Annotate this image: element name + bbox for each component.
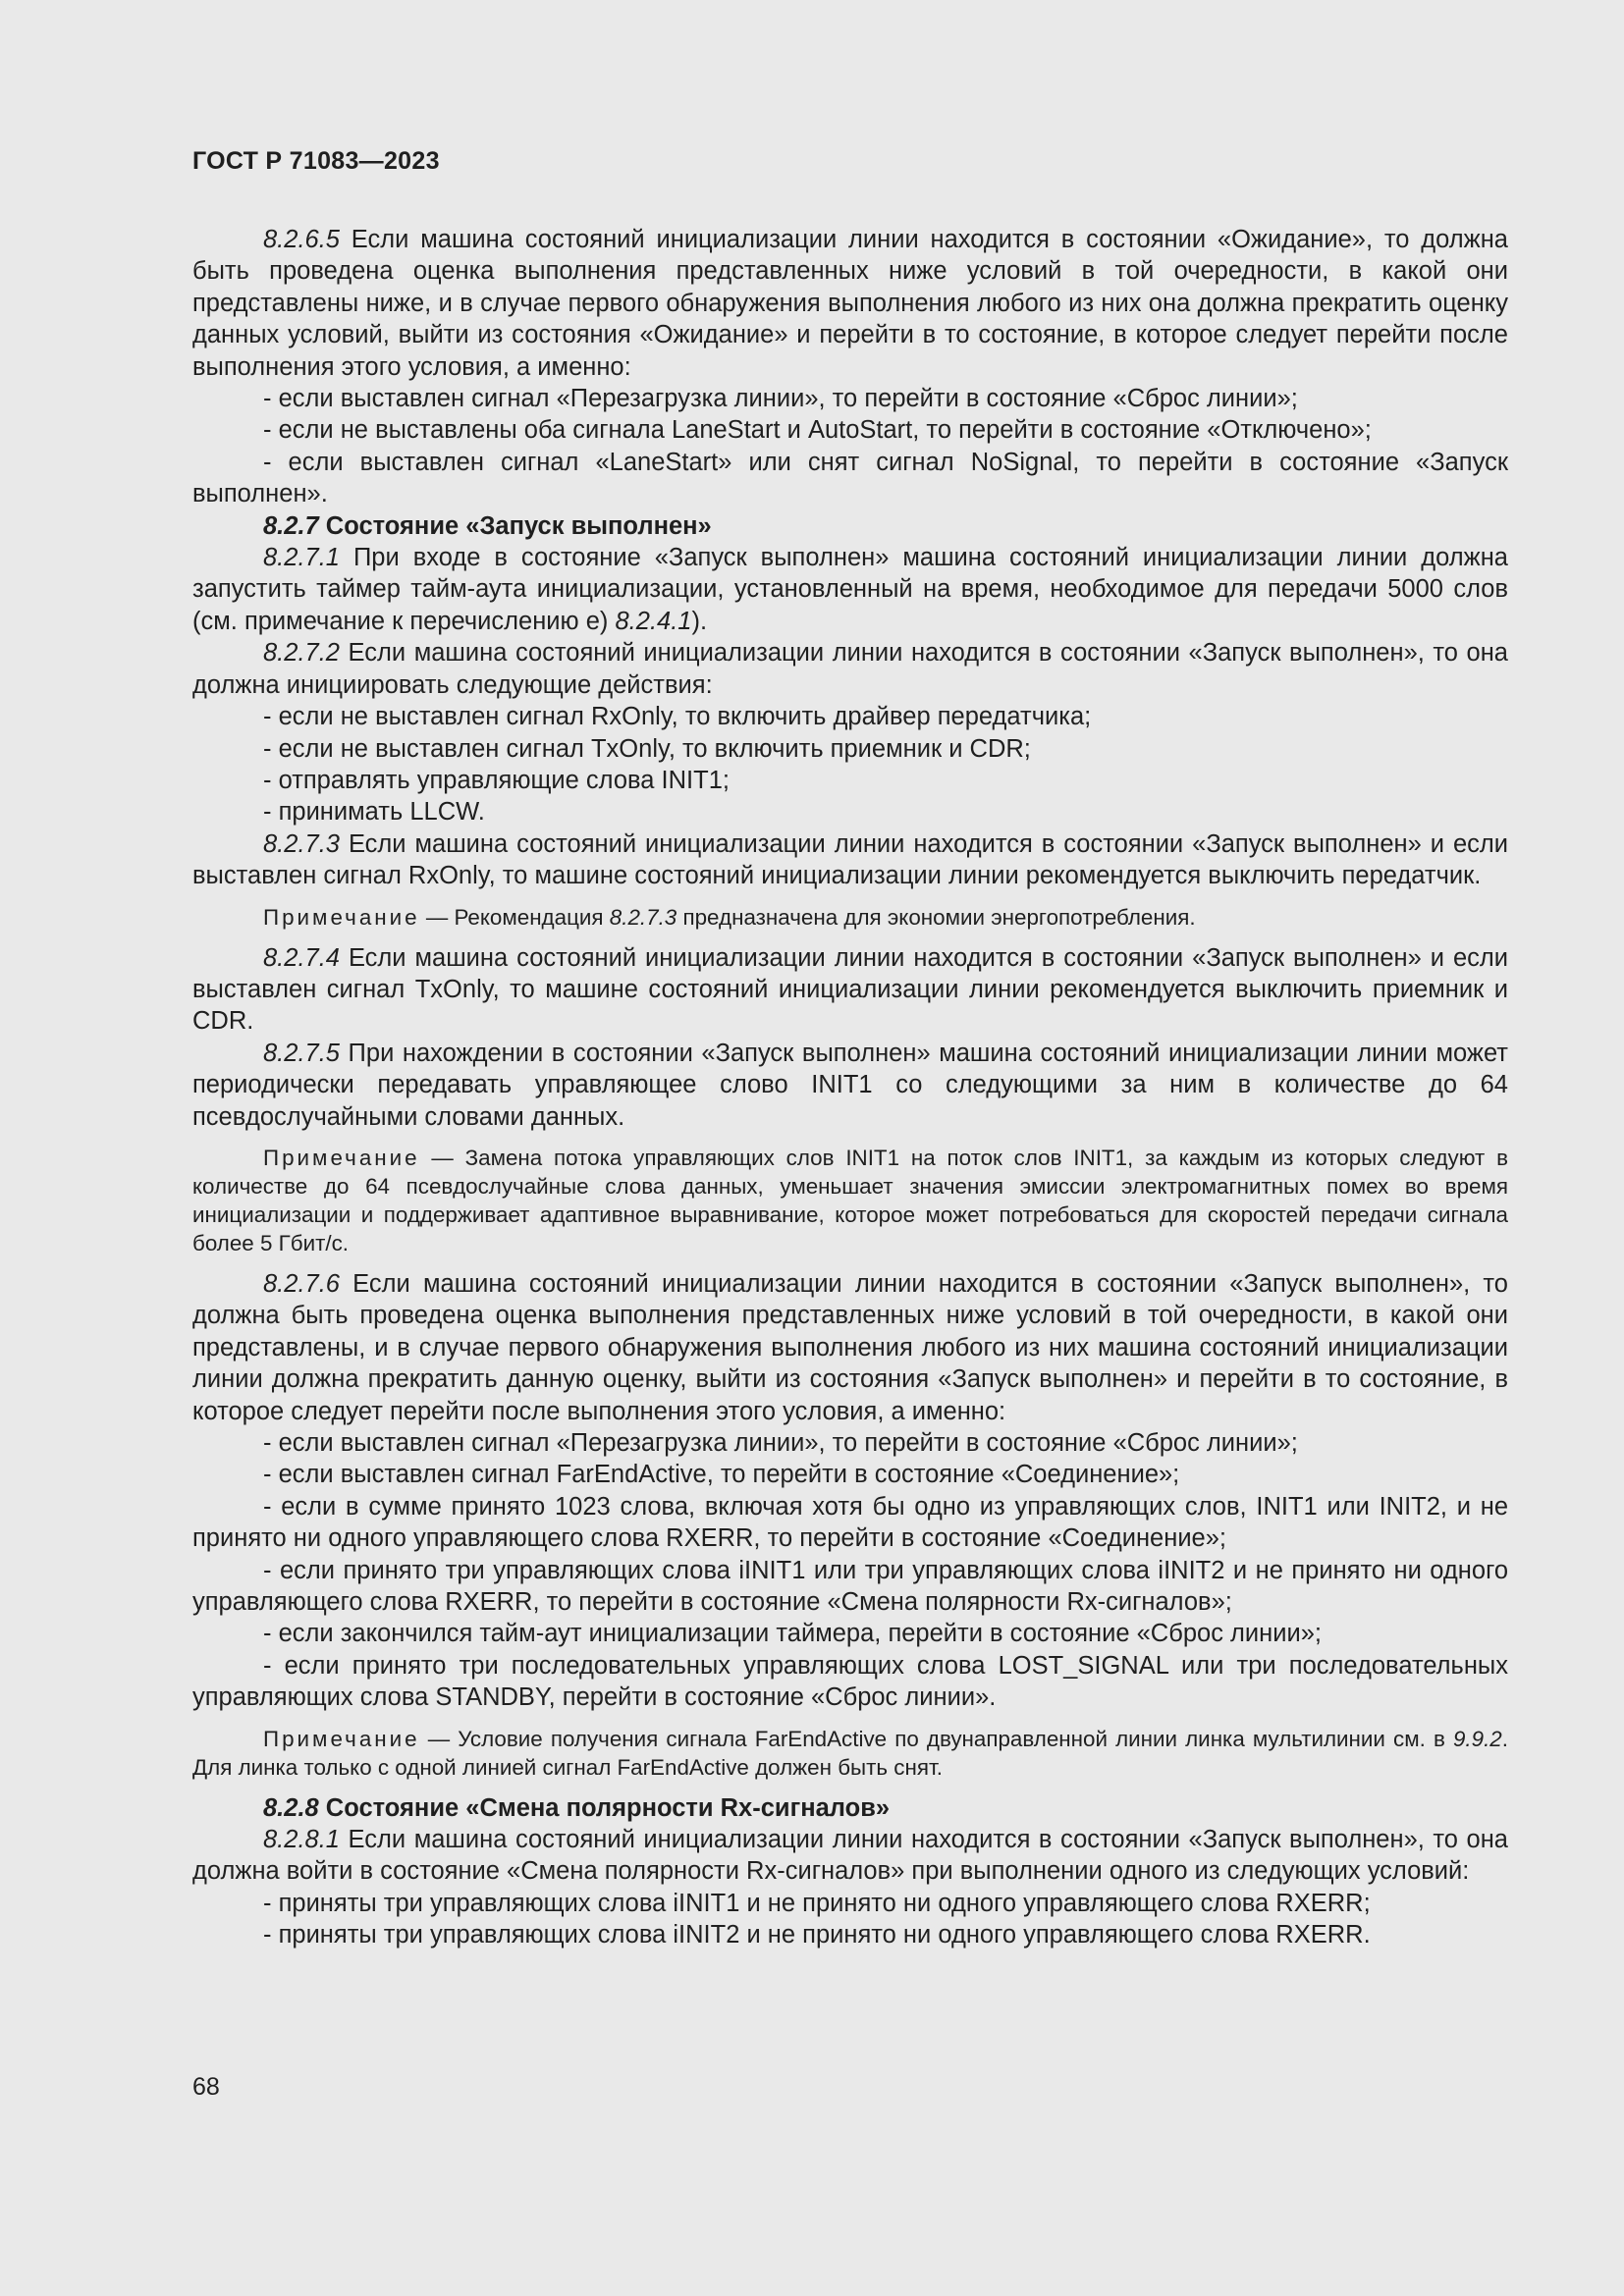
list-item: - если выставлен сигнал «Перезагрузка линии», то перейти в состояние «Сброс линии»; — [263, 385, 1298, 413]
paragraph-8-2-7-4 — [192, 942, 1508, 1038]
paragraph-text: Если машина состояний инициализации линии находится в состоянии «Запуск выполнен», то должна быть проведена оценка выполнения представленных ниже условий в той очередности, в какой они представлены, и в случае первого обнаружения выполнения любого из них машина состояний инициализации линии должна прекратить данную оценку, выйти из состояния «Запуск выполнен» и перейти в то состояние, в которое следует перейти после выполнения этого условия, а именно: — [192, 1269, 1508, 1425]
paragraph-text: Если машина состояний инициализации линии находится в состоянии «Запуск выполнен» и если выставлен сигнал RxOnly, то машине состояний инициализации линии рекомендуется выключить передатчик. — [192, 829, 1508, 890]
page-number: 68 — [192, 2073, 220, 2101]
clause-number: 8.2.6.5 — [263, 226, 340, 253]
note-label: Примечание — [263, 1145, 420, 1170]
list-item: - если не выставлены оба сигнала LaneStart и AutoStart, то перейти в состояние «Отключено»; — [263, 416, 1372, 445]
paragraph-text: ). — [691, 607, 708, 635]
list-item: - если не выставлен сигнал RxOnly, то включить драйвер передатчика; — [263, 703, 1092, 731]
paragraph-text: Если машина состояний инициализации линии находится в состоянии «Ожидание», то должна быть проведена оценка выполнения представленных ниже условий в той очередности, в какой они представлены ниже, и в случае первого обнаружения выполнения любого из них она должна прекратить оценку данных условий, выйти из состояния «Ожидание» и перейти в то состояние, в которое следует перейти после выполнения этого условия, а именно: — [192, 226, 1508, 381]
section-title: Состояние «Смена полярности Rx-сигналов» — [318, 1793, 891, 1822]
list-item: - если в сумме принято 1023 слова, включая хотя бы одно из управляющих слов, INIT1 или INIT2, и не принято ни одного управляющего слова RXERR, то перейти в состояние «Соединение»; — [192, 1492, 1508, 1553]
note-text: — Условие получения сигнала FarEndActive по двунаправленной линии линка мультилинии см. в — [419, 1726, 1453, 1751]
section-heading-8-2-8 — [192, 1792, 1508, 1824]
paragraph-8-2-7-1 — [192, 542, 1508, 637]
paragraph-text: При входе в состояние «Запуск выполнен» машина состояний инициализации линии должна запустить таймер тайм-аута инициализации, установленный на время, необходимое для передачи 5000 слов (см. примечание к перечислению е) — [192, 544, 1508, 635]
paragraph-text: Если машина состояний инициализации линии находится в состоянии «Запуск выполнен», то она должна войти в состояние «Смена полярности Rx-сигналов» при выполнении одного из следующих условий: — [192, 1826, 1508, 1886]
paragraph-8-2-7-5 — [192, 1038, 1508, 1133]
paragraph-8-2-7-6 — [192, 1268, 1508, 1427]
list-item: - приняты три управляющих слова iINIT2 и не принято ни одного управляющего слова RXERR. — [263, 1921, 1371, 1949]
section-title: Состояние «Запуск выполнен» — [318, 511, 712, 540]
cross-reference: 8.2.7.3 — [609, 904, 677, 930]
clause-number: 8.2.7.1 — [263, 544, 340, 572]
note-text: — Рекомендация — [419, 904, 610, 930]
list-item: - если принято три управляющих слова iINIT1 или три управляющих слова iINIT2 и не принято ни одного управляющего слова RXERR, то перейти в состояние «Смена полярности Rx-сигналов»; — [192, 1556, 1508, 1617]
list-item: - если выставлен сигнал FarEndActive, то перейти в состояние «Соединение»; — [263, 1461, 1180, 1489]
note-8-2-7-3 — [192, 903, 1508, 932]
clause-number: 8.2.7.5 — [263, 1039, 340, 1067]
cross-reference: 8.2.4.1 — [615, 607, 692, 635]
cross-reference: 9.9.2 — [1452, 1726, 1502, 1751]
list-item: - если выставлен сигнал «LaneStart» или снят сигнал NoSignal, то перейти в состояние «Запуск выполнен». — [192, 448, 1508, 508]
section-number: 8.2.7 — [263, 511, 319, 540]
paragraph-text: Если машина состояний инициализации линии находится в состоянии «Запуск выполнен» и если выставлен сигнал TxOnly, то машине состояний инициализации линии рекомендуется выключить приемник и CDR. — [192, 943, 1508, 1036]
list-item: - приняты три управляющих слова iINIT1 и не принято ни одного управляющего слова RXERR; — [263, 1889, 1371, 1917]
paragraph-8-2-8-1 — [192, 1824, 1508, 1888]
list-item: - если принято три последовательных управляющих слова LOST_SIGNAL или три последовательных управляющих слова STANDBY, перейти в состояние «Сброс линии». — [192, 1651, 1508, 1712]
note-8-2-7-5 — [192, 1144, 1508, 1257]
page-body — [192, 224, 1508, 1951]
clause-number: 8.2.7.2 — [263, 639, 340, 667]
note-text: предназначена для экономии энергопотребления. — [677, 904, 1196, 930]
list-item: - если закончился тайм-аут инициализации таймера, перейти в состояние «Сброс линии»; — [263, 1620, 1322, 1648]
list-item: - отправлять управляющие слова INIT1; — [263, 766, 730, 794]
list-item: - принимать LLCW. — [263, 798, 485, 827]
clause-number: 8.2.7.3 — [263, 829, 340, 858]
list-item: - если выставлен сигнал «Перезагрузка линии», то перейти в состояние «Сброс линии»; — [263, 1429, 1298, 1457]
paragraph-8-2-7-3 — [192, 828, 1508, 892]
note-label: Примечание — [263, 1726, 420, 1751]
note-8-2-7-6 — [192, 1725, 1508, 1782]
section-heading-8-2-7 — [192, 510, 1508, 542]
note-label: Примечание — [263, 904, 420, 930]
note-text: — Замена потока управляющих слов INIT1 на поток слов INIT1, за каждым из которых следуют в количестве до 64 псевдослучайные слова данных, уменьшает значения эмиссии электромагнитных помех во время инициализации и поддерживает адаптивное выравнивание, которое может потребоваться для скоростей передачи сигнала более 5 Гбит/с. — [192, 1145, 1508, 1255]
clause-number: 8.2.8.1 — [263, 1826, 340, 1854]
paragraph-text: Если машина состояний инициализации линии находится в состоянии «Запуск выполнен», то она должна инициировать следующие действия: — [192, 639, 1508, 699]
section-number: 8.2.8 — [263, 1793, 319, 1822]
paragraph-8-2-7-2 — [192, 637, 1508, 701]
list-item: - если не выставлен сигнал TxOnly, то включить приемник и CDR; — [263, 734, 1031, 763]
paragraph-8-2-6-5 — [192, 224, 1508, 383]
document-header: ГОСТ Р 71083—2023 — [192, 147, 440, 175]
note-text: . Для линка только с одной линией сигнал FarEndActive должен быть снят. — [192, 1726, 1508, 1780]
paragraph-text: При нахождении в состоянии «Запуск выполнен» машина состояний инициализации линии может периодически передавать управляющее слово INIT1 со следующими за ним в количестве до 64 псевдослучайными словами данных. — [192, 1039, 1508, 1131]
clause-number: 8.2.7.6 — [263, 1269, 340, 1298]
clause-number: 8.2.7.4 — [263, 943, 340, 972]
